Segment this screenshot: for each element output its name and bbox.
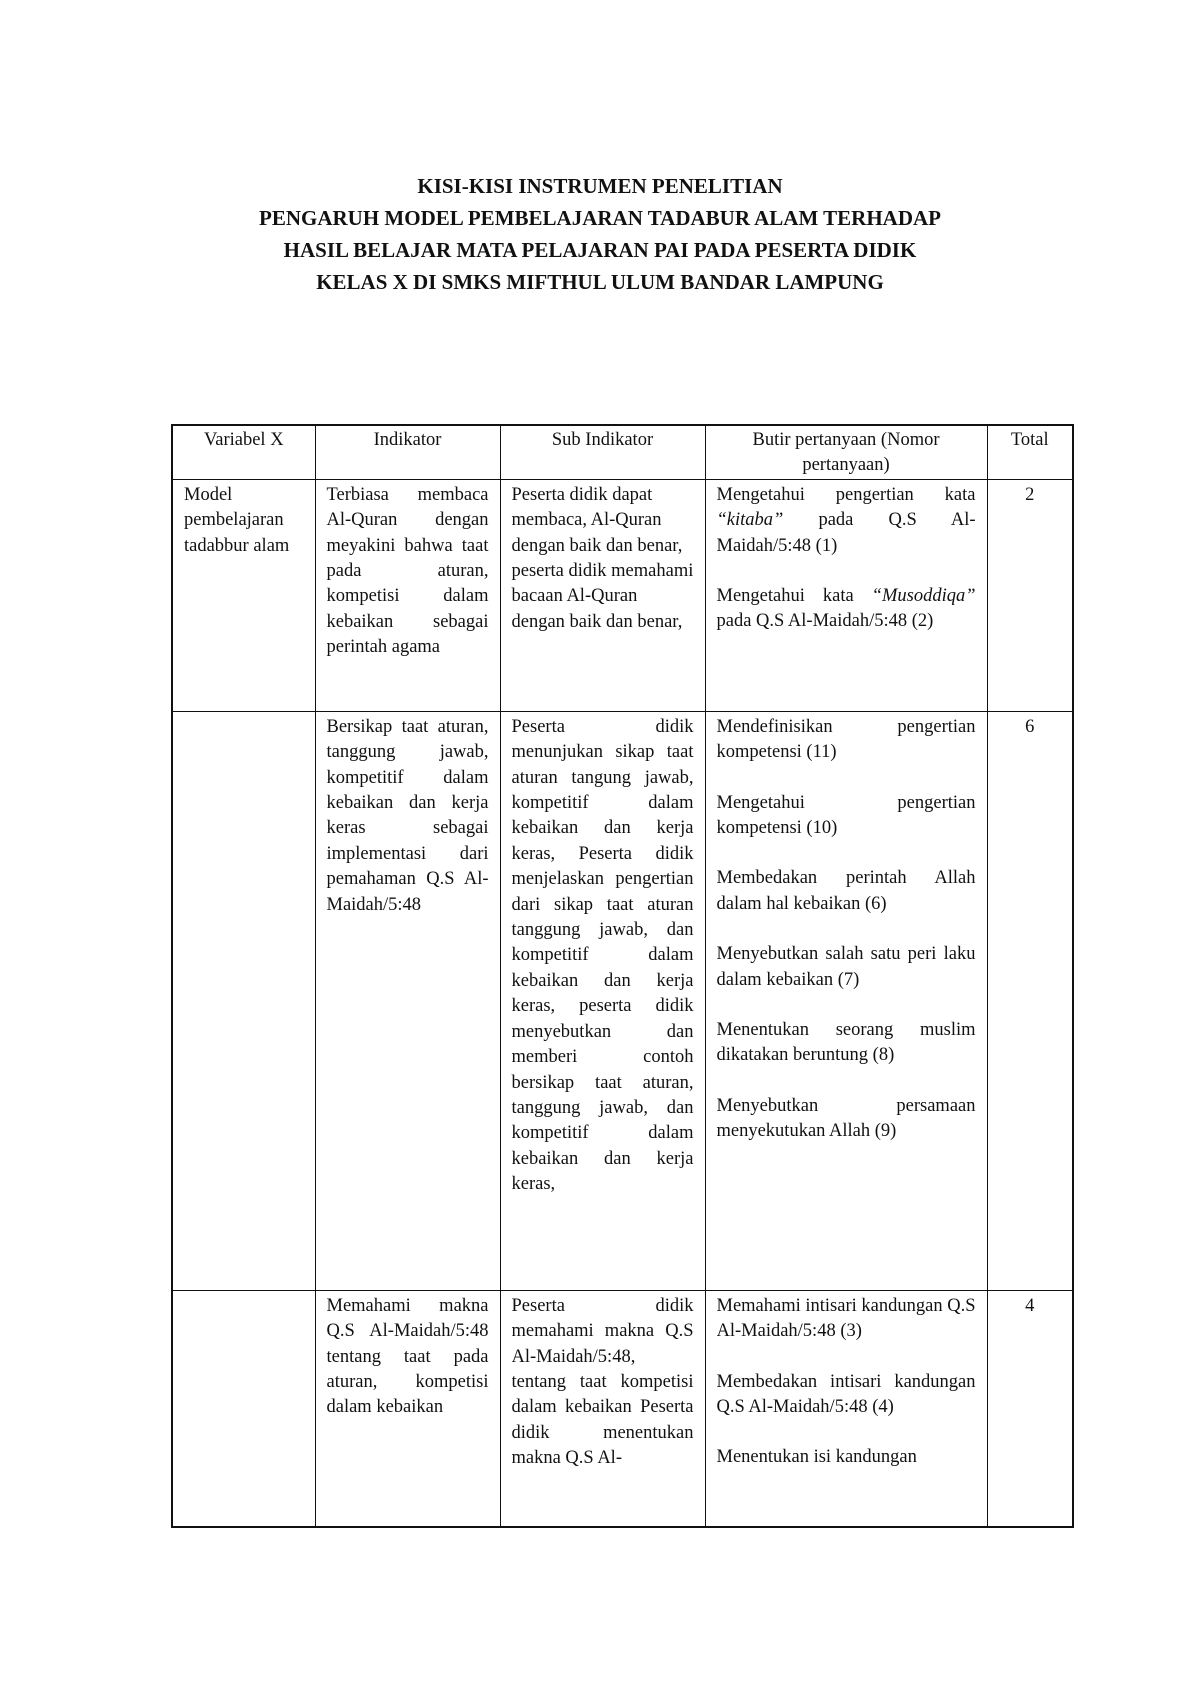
- title-line: KELAS X DI SMKS MIFTHUL ULUM BANDAR LAMPUNG: [316, 270, 884, 294]
- table-row: [172, 1290, 1073, 1527]
- header-sub-indikator: Sub Indikator: [500, 425, 705, 479]
- butir-text: Mengetahui kata: [716, 586, 872, 607]
- cell-variabel: [172, 711, 315, 1290]
- cell-variabel: Model pembelajaran tadabbur alam: [172, 479, 315, 711]
- header-butir: Butir pertanyaan (Nomor pertanyaan): [705, 425, 987, 479]
- table-row: [172, 711, 1073, 1290]
- butir-item: Menentukan seorang muslim dikatakan beruntung (8): [716, 1020, 976, 1066]
- cell-indikator: Terbiasa membaca Al-Quran dengan meyakini bahwa taat pada aturan, kompetisi dalam kebaikan sebagai perintah agama: [315, 479, 500, 711]
- table-row: [172, 479, 1073, 711]
- cell-butir: [705, 711, 987, 1290]
- butir-item: [717, 483, 976, 559]
- cell-total: 4: [987, 1290, 1073, 1527]
- title-line: HASIL BELAJAR MATA PELAJARAN PAI PADA PESERTA DIDIK: [283, 238, 917, 262]
- butir-item: Mendefinisikan pengertian kompetensi (11): [716, 716, 976, 763]
- butir-item: Memahami intisari kandungan Q.S Al-Maidah/5:48 (3): [716, 1295, 976, 1342]
- header-total: Total: [987, 425, 1073, 479]
- butir-item: Membedakan intisari kandungan Q.S Al-Maidah/5:48 (4): [716, 1371, 976, 1418]
- butir-item: Menyebutkan persamaan menyekutukan Allah (9): [716, 1095, 976, 1142]
- cell-variabel: [172, 1290, 315, 1527]
- cell-butir: [705, 479, 987, 711]
- cell-butir: [705, 1290, 987, 1527]
- butir-item: Menentukan isi kandungan: [716, 1447, 917, 1468]
- table-header-row: [172, 425, 1073, 479]
- butir-text: pada Q.S Al-Maidah/5:48 (1): [716, 510, 976, 556]
- butir-list: [717, 1294, 976, 1526]
- butir-item: Membedakan perintah Allah dalam hal kebaikan (6): [716, 868, 976, 914]
- header-indikator: Indikator: [315, 425, 500, 479]
- cell-indikator: Bersikap taat aturan, tanggung jawab, kompetitif dalam kebaikan dan kerja keras sebagai implementasi dari pemahaman Q.S Al-Maidah/5:48: [315, 711, 500, 1290]
- instrument-grid-table: [171, 424, 1074, 1528]
- cell-sub-indikator: Peserta didik dapat membaca, Al-Quran dengan baik dan benar, peserta didik memahami bacaan Al-Quran dengan baik dan benar,: [500, 479, 705, 711]
- butir-item: Menyebutkan salah satu peri laku dalam kebaikan (7): [716, 944, 976, 990]
- document-title: [0, 170, 1200, 298]
- butir-term: “kitaba”: [716, 510, 784, 531]
- cell-sub-indikator: Peserta didik menunjukan sikap taat aturan tangung jawab, kompetitif dalam kebaikan dan kerja keras, Peserta didik menjelaskan pengertian dari sikap taat aturan tanggung jawab, dan kompetitif dalam kebaikan dan kerja keras, peserta didik menyebutkan dan memberi contoh bersikap taat aturan, tanggung jawab, dan kompetitif dalam kebaikan dan kerja keras,: [500, 711, 705, 1290]
- cell-total: 6: [987, 711, 1073, 1290]
- butir-text: pada Q.S Al-Maidah/5:48 (2): [716, 611, 934, 632]
- title-line: KISI-KISI INSTRUMEN PENELITIAN: [417, 174, 783, 198]
- cell-indikator: Memahami makna Q.S Al-Maidah/5:48 tentang taat pada aturan, kompetisi dalam kebaikan: [315, 1290, 500, 1527]
- butir-item: [717, 584, 976, 635]
- butir-term: “Musoddiqa”: [871, 586, 976, 607]
- cell-total: 2: [987, 479, 1073, 711]
- butir-text: Mengetahui pengertian kata: [716, 484, 976, 505]
- header-variabel: Variabel X: [172, 425, 315, 479]
- cell-sub-indikator: [500, 1290, 705, 1527]
- title-line: PENGARUH MODEL PEMBELAJARAN TADABUR ALAM TERHADAP: [259, 206, 941, 230]
- sub-indikator-text: Peserta didik memahami makna Q.S Al-Maidah/5:48, tentang taat kompetisi dalam kebaikan Peserta didik menentukan makna Q.S Al-: [511, 1295, 694, 1469]
- butir-item: Mengetahui pengertian kompetensi (10): [716, 792, 976, 839]
